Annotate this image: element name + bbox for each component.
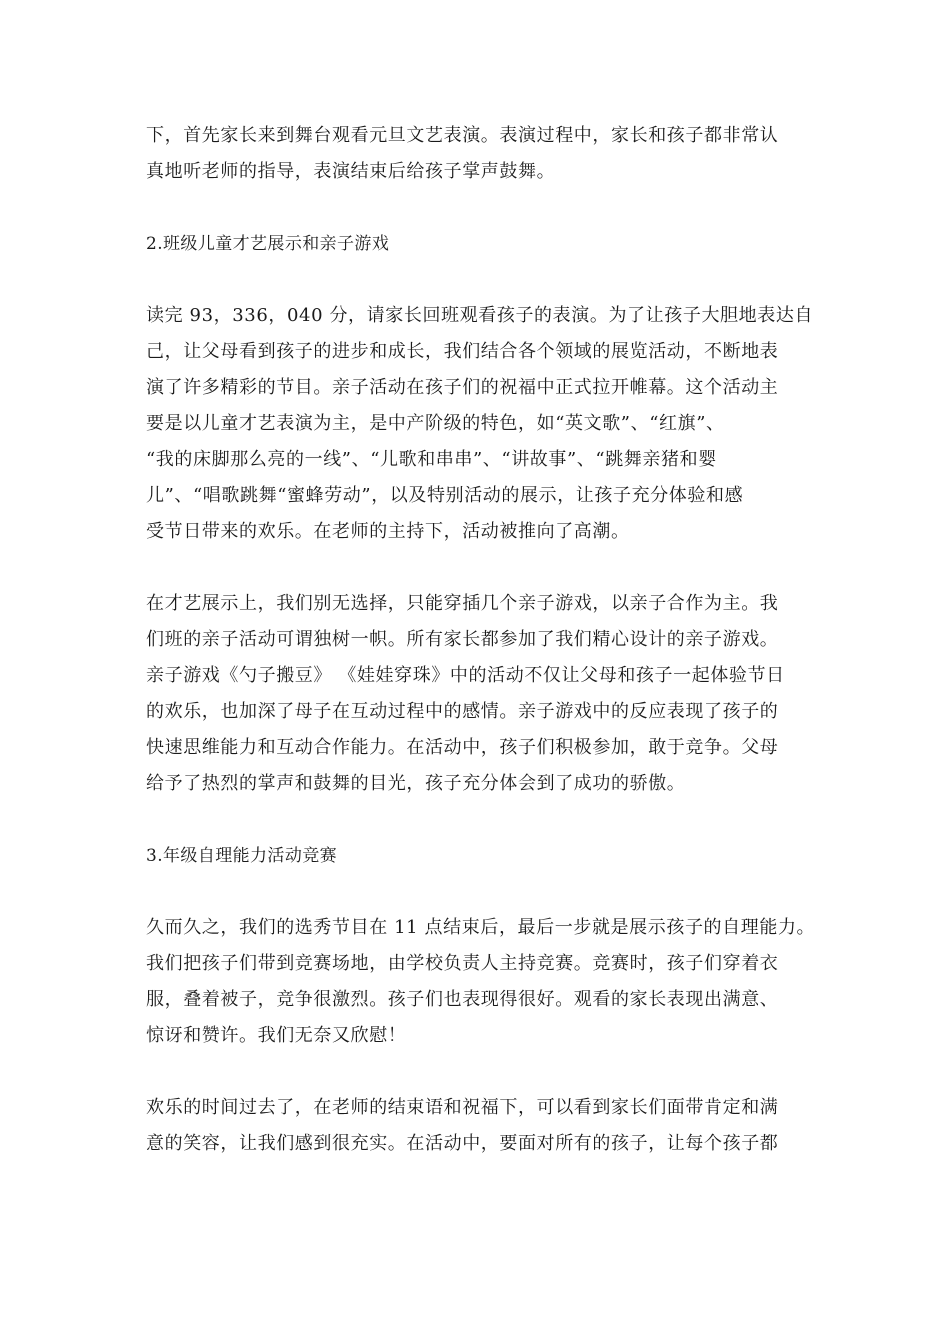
text-line: 快速思维能力和互动合作能力。在活动中，孩子们积极参加，敢于竞争。父母 [146,737,779,758]
text-line: 的欢乐，也加深了母子在互动过程中的感情。亲子游戏中的反应表现了孩子的 [146,701,779,722]
text-line: 久而久之，我们的选秀节目在 11 点结束后，最后一步就是展示孩子的自理能力。 [146,917,816,938]
text-line: 真地听老师的指导，表演结束后给孩子掌声鼓舞。 [146,161,556,182]
text-line: 服，叠着被子，竞争很激烈。孩子们也表现得很好。观看的家长表现出满意、 [146,989,779,1010]
paragraph-intro [146,118,826,190]
text-line: 惊讶和赞许。我们无奈又欣慰！ [146,1025,407,1046]
text-line: 下，首先家长来到舞台观看元旦文艺表演。表演过程中，家长和孩子都非常认 [146,125,779,146]
text-line: 受节日带来的欢乐。在老师的主持下，活动被推向了高潮。 [146,521,630,542]
text-line: 意的笑容，让我们感到很充实。在活动中，要面对所有的孩子，让每个孩子都 [146,1133,779,1154]
text-line: 我们把孩子们带到竞赛场地，由学校负责人主持竞赛。竞赛时，孩子们穿着衣 [146,953,779,974]
text-line: 读完 93，336，040 分，请家长回班观看孩子的表演。为了让孩子大胆地表达自 [146,305,814,326]
paragraph-closing [146,1090,826,1162]
text-line: 儿”、“唱歌跳舞“蜜蜂劳动”，以及特别活动的展示，让孩子充分体验和感 [146,485,744,506]
document-page [146,118,826,1162]
text-line: 给予了热烈的掌声和鼓舞的目光，孩子充分体会到了成功的骄傲。 [146,773,686,794]
text-line: 欢乐的时间过去了，在老师的结束语和祝福下，可以看到家长们面带肯定和满 [146,1097,779,1118]
section-heading-2: 2.班级儿童才艺展示和亲子游戏 [146,234,390,254]
text-line: 演了许多精彩的节目。亲子活动在孩子们的祝福中正式拉开帷幕。这个活动主 [146,377,779,398]
text-line: 在才艺展示上，我们别无选择，只能穿插几个亲子游戏，以亲子合作为主。我 [146,593,779,614]
text-line: 己，让父母看到孩子的进步和成长，我们结合各个领域的展览活动，不断地表 [146,341,779,362]
section-heading-3: 3.年级自理能力活动竞赛 [146,846,338,866]
text-line: 要是以儿童才艺表演为主，是中产阶级的特色，如“英文歌”、“红旗”、 [146,413,725,434]
text-line: “我的床脚那么亮的一线”、“儿歌和串串”、“讲故事”、“跳舞亲猪和婴 [146,449,717,470]
paragraph-parent-child-games [146,586,826,802]
text-line: 们班的亲子活动可谓独树一帜。所有家长都参加了我们精心设计的亲子游戏。 [146,629,779,650]
text-line: 亲子游戏《勺子搬豆》 《娃娃穿珠》中的活动不仅让父母和孩子一起体验节日 [146,665,785,686]
paragraph-talent-show [146,298,826,550]
paragraph-self-care-contest [146,910,826,1054]
